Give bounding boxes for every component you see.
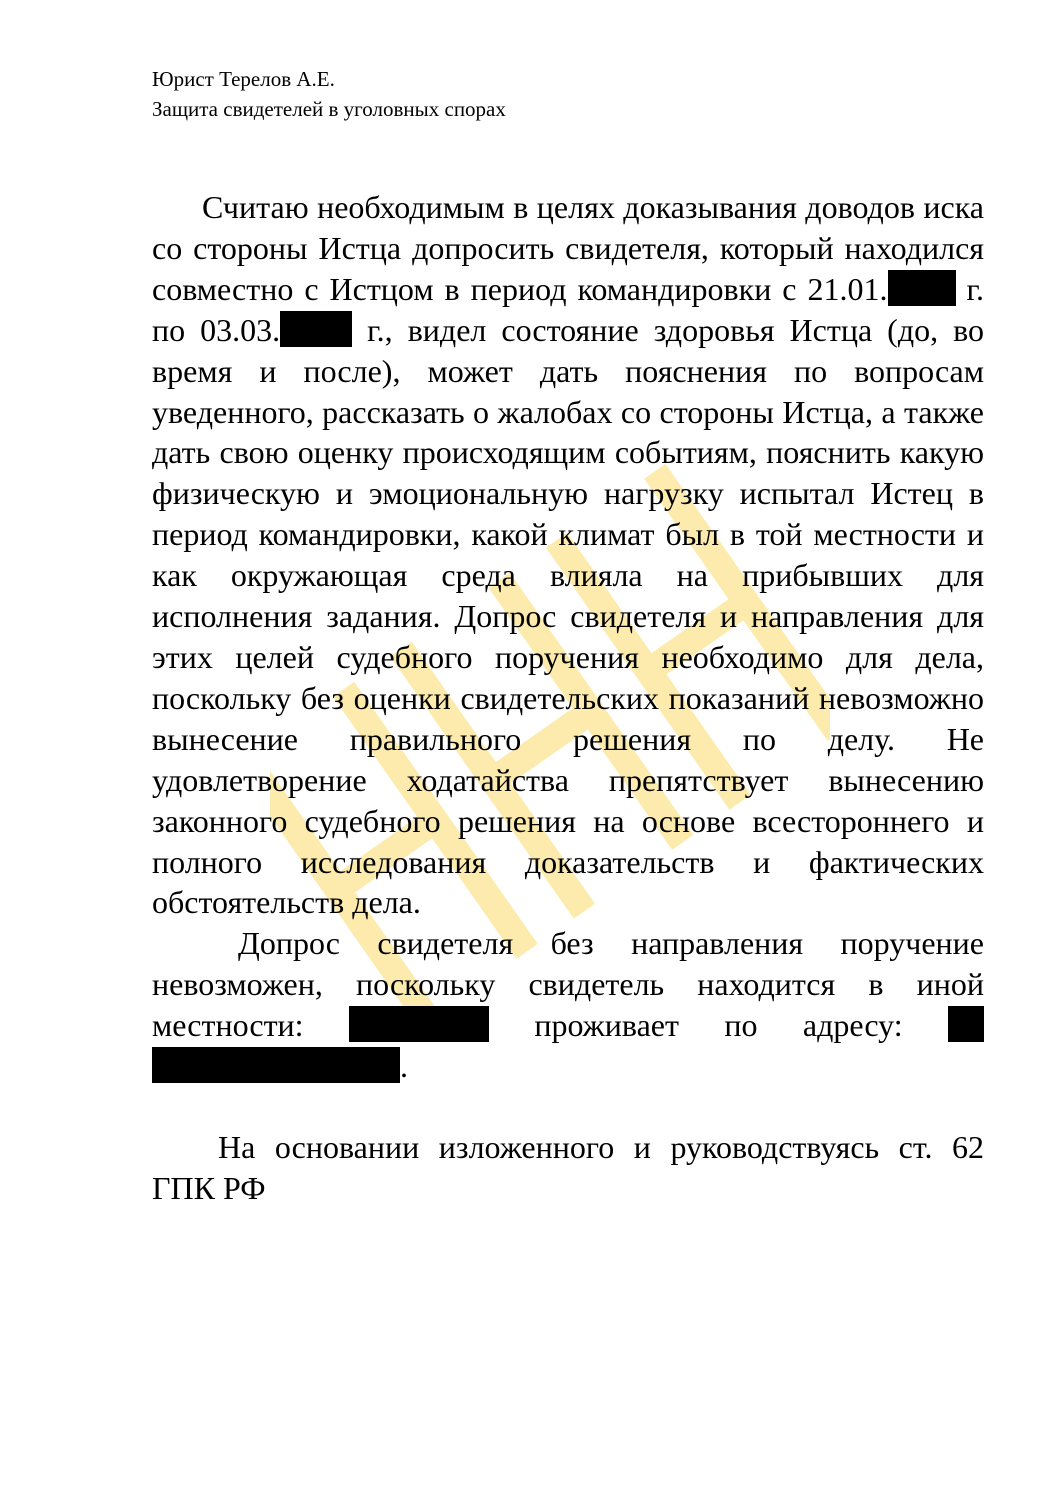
paragraph-3: На основании изложенного и руководствуясь ст. 62 ГПК РФ [152,1128,984,1206]
redaction-block [948,1006,984,1042]
paragraph-2 [152,923,984,1087]
paragraph-1 [152,187,984,923]
paragraph-2-text-c: . [400,1048,408,1085]
document-body [152,187,984,1209]
redaction-block [349,1006,489,1042]
redaction-block [888,270,956,306]
redaction-block [280,311,352,347]
paragraph-2-text-a: Допрос свидетеля без направления поручение невозможен, поскольку свидетель находится в иной местности: [152,925,984,1044]
document-header [152,64,506,124]
paragraph-1-text-a: Считаю необходимым в целях доказывания доводов иска со стороны Истца допросить свидетеля, который находился совместно с Истцом в период командировки с 21.01. [152,189,984,307]
redaction-block [152,1047,400,1083]
author-line: Юрист Терелов А.Е. [152,67,335,91]
paragraph-1-text-b: г. по 03.03. [152,270,985,348]
subtitle-line: Защита свидетелей в уголовных спорах [152,97,506,121]
paragraph-2-text-b: проживает по адресу: [488,1007,949,1044]
paragraph-1-text-c: г., видел состояние здоровья Истца (до, во время и после), может дать пояснения по вопросам уведенного, рассказать о жалобах со стороны Истца, а также дать свою оценку происходящим событиям, пояснить какую физическую и эмоциональную нагрузку испытал Истец в период командировки, какой климат был в той местности и как окружающая среда влияла на прибывших для исполнения задания. Допрос свидетеля и направления для этих целей судебного поручения необходимо для дела, поскольку без оценки свидетельских показаний невозможно вынесение правильного решения по делу. Не удовлетворение ходатайства препятствует вынесению законного судебного решения на основе всестороннего и полного исследования доказательств и фактических обстоятельств дела. [152,311,984,921]
